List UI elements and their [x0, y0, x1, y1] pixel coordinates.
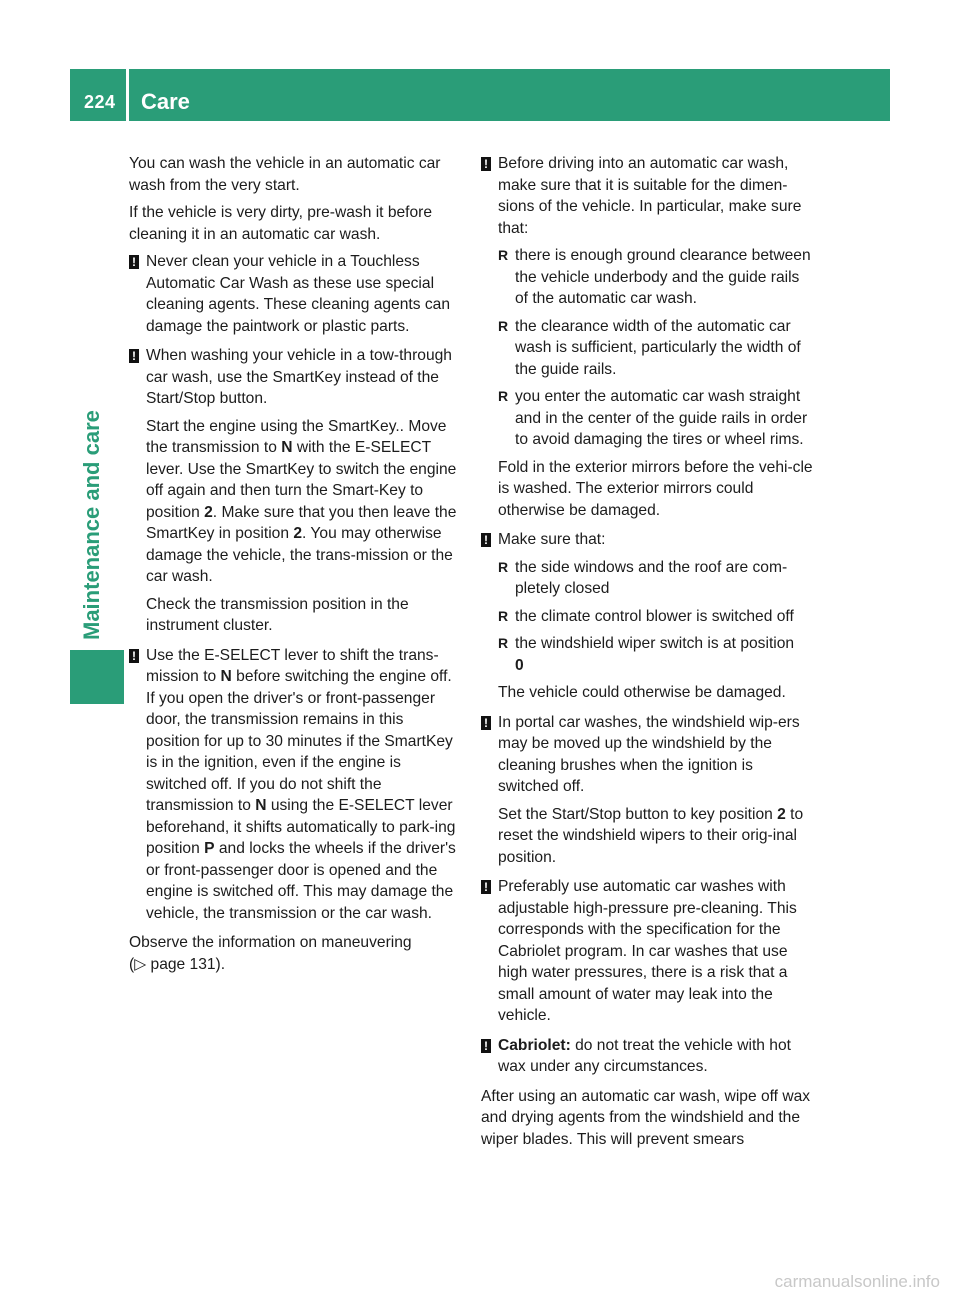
warning-text: In portal car washes, the windshield wip-ers may be moved up the windshield by the cleaning brushes when the ignition is switched off.	[498, 713, 800, 795]
warning-text: The vehicle could otherwise be damaged.	[498, 684, 786, 701]
warning-block	[481, 529, 814, 704]
header-bar	[70, 69, 890, 121]
warning-block	[481, 1035, 814, 1078]
warning-text: Before driving into an automatic car wash, make sure that it is suitable for the dimen-sions of the vehicle. In particular, make sure that:	[498, 155, 802, 237]
warning-block	[481, 876, 814, 1027]
warning-block	[129, 645, 461, 925]
list-item: R the clearance width of the automatic car wash is sufficient, particularly the width of the guide rails.	[498, 316, 814, 381]
header-divider	[126, 69, 129, 121]
side-tab	[70, 650, 124, 704]
warning-text: When washing your vehicle in a tow-through car wash, use the SmartKey instead of the Start/Stop button.	[146, 347, 452, 407]
list-item: R the side windows and the roof are com-pletely closed	[498, 557, 814, 600]
list-item: R you enter the automatic car wash straight and in the center of the guide rails in order to avoid damaging the tires or wheel rims.	[498, 386, 814, 451]
page-number: 224	[84, 92, 116, 112]
warning-block	[481, 153, 814, 521]
warning-text: Cabriolet: do not treat the vehicle with hot wax under any circumstances.	[498, 1036, 791, 1075]
paragraph: If the vehicle is very dirty, pre-wash it before cleaning it in an automatic car wash.	[129, 204, 433, 243]
warning-icon: !	[481, 716, 491, 730]
watermark: carmanualsonline.info	[774, 1272, 940, 1291]
warning-text: Check the transmission position in the instrument cluster.	[146, 595, 409, 634]
warning-text: Use the E-SELECT lever to shift the trans-mission to N before switching the engine off. If you open the driver's or front-passenger door, the transmission remains in this position for up to 30 minutes if the SmartKey is in the ignition, even if the engine is switched off. If you do not shift the transmission to N using the E-SELECT lever beforehand, it shifts automatically to park-ing position P and locks the wheels if the driver's or front-passenger door is opened and the engine is switched off. This may damage the vehicle, the transmission or the car wash.	[146, 646, 456, 922]
warning-icon: !	[481, 157, 491, 171]
warning-text: Start the engine using the SmartKey.. Move the transmission to N with the E-SELECT lever. Use the SmartKey to switch the engine off again and then turn the Smart-Key to position 2. Make sure that you then leave the SmartKey in position 2. You may otherwise damage the vehicle, the trans-mission or the car wash.	[146, 417, 457, 585]
right-column	[481, 153, 814, 1156]
warning-block	[481, 712, 814, 869]
paragraph: Observe the information on maneuvering	[129, 934, 412, 951]
warning-icon: !	[129, 349, 139, 363]
list-item: R the windshield wiper switch is at position 0	[498, 633, 814, 676]
warning-text: Make sure that:	[498, 531, 606, 548]
bullet-list	[498, 245, 814, 451]
section-title: Care	[141, 89, 190, 114]
warning-block	[129, 345, 461, 637]
paragraph: You can wash the vehicle in an automatic car wash from the very start.	[129, 155, 441, 194]
warning-text: Set the Start/Stop button to key position 2 to reset the windshield wipers to their orig-inal position.	[498, 805, 804, 866]
left-column	[129, 153, 461, 981]
list-item: R there is enough ground clearance between the vehicle underbody and the guide rails of the automatic car wash.	[498, 245, 814, 310]
warning-text: Fold in the exterior mirrors before the vehi-cle is washed. The exterior mirrors could otherwise be damaged.	[498, 458, 813, 519]
warning-block	[129, 251, 461, 337]
warning-text: Never clean your vehicle in a Touchless Automatic Car Wash as these use special cleaning agents. These cleaning agents can damage the paintwork or plastic parts.	[146, 253, 451, 335]
side-label: Maintenance and care	[79, 410, 104, 640]
warning-icon: !	[481, 533, 491, 547]
warning-icon: !	[129, 255, 139, 269]
page-reference[interactable]: (▷ page 131).	[129, 955, 226, 973]
list-item: R the climate control blower is switched off	[498, 606, 814, 628]
paragraph: After using an automatic car wash, wipe off wax and drying agents from the windshield and the wiper blades. This will prevent smears	[481, 1087, 811, 1148]
warning-text: Preferably use automatic car washes with adjustable high-pressure pre-cleaning. This corresponds with the specification for the Cabriolet program. In car washes that use high water pressures, there is a risk that a small amount of water may leak into the vehicle.	[498, 878, 797, 1024]
warning-icon: !	[481, 880, 491, 894]
bullet-list	[498, 557, 814, 677]
warning-icon: !	[129, 649, 139, 663]
warning-icon: !	[481, 1039, 491, 1053]
